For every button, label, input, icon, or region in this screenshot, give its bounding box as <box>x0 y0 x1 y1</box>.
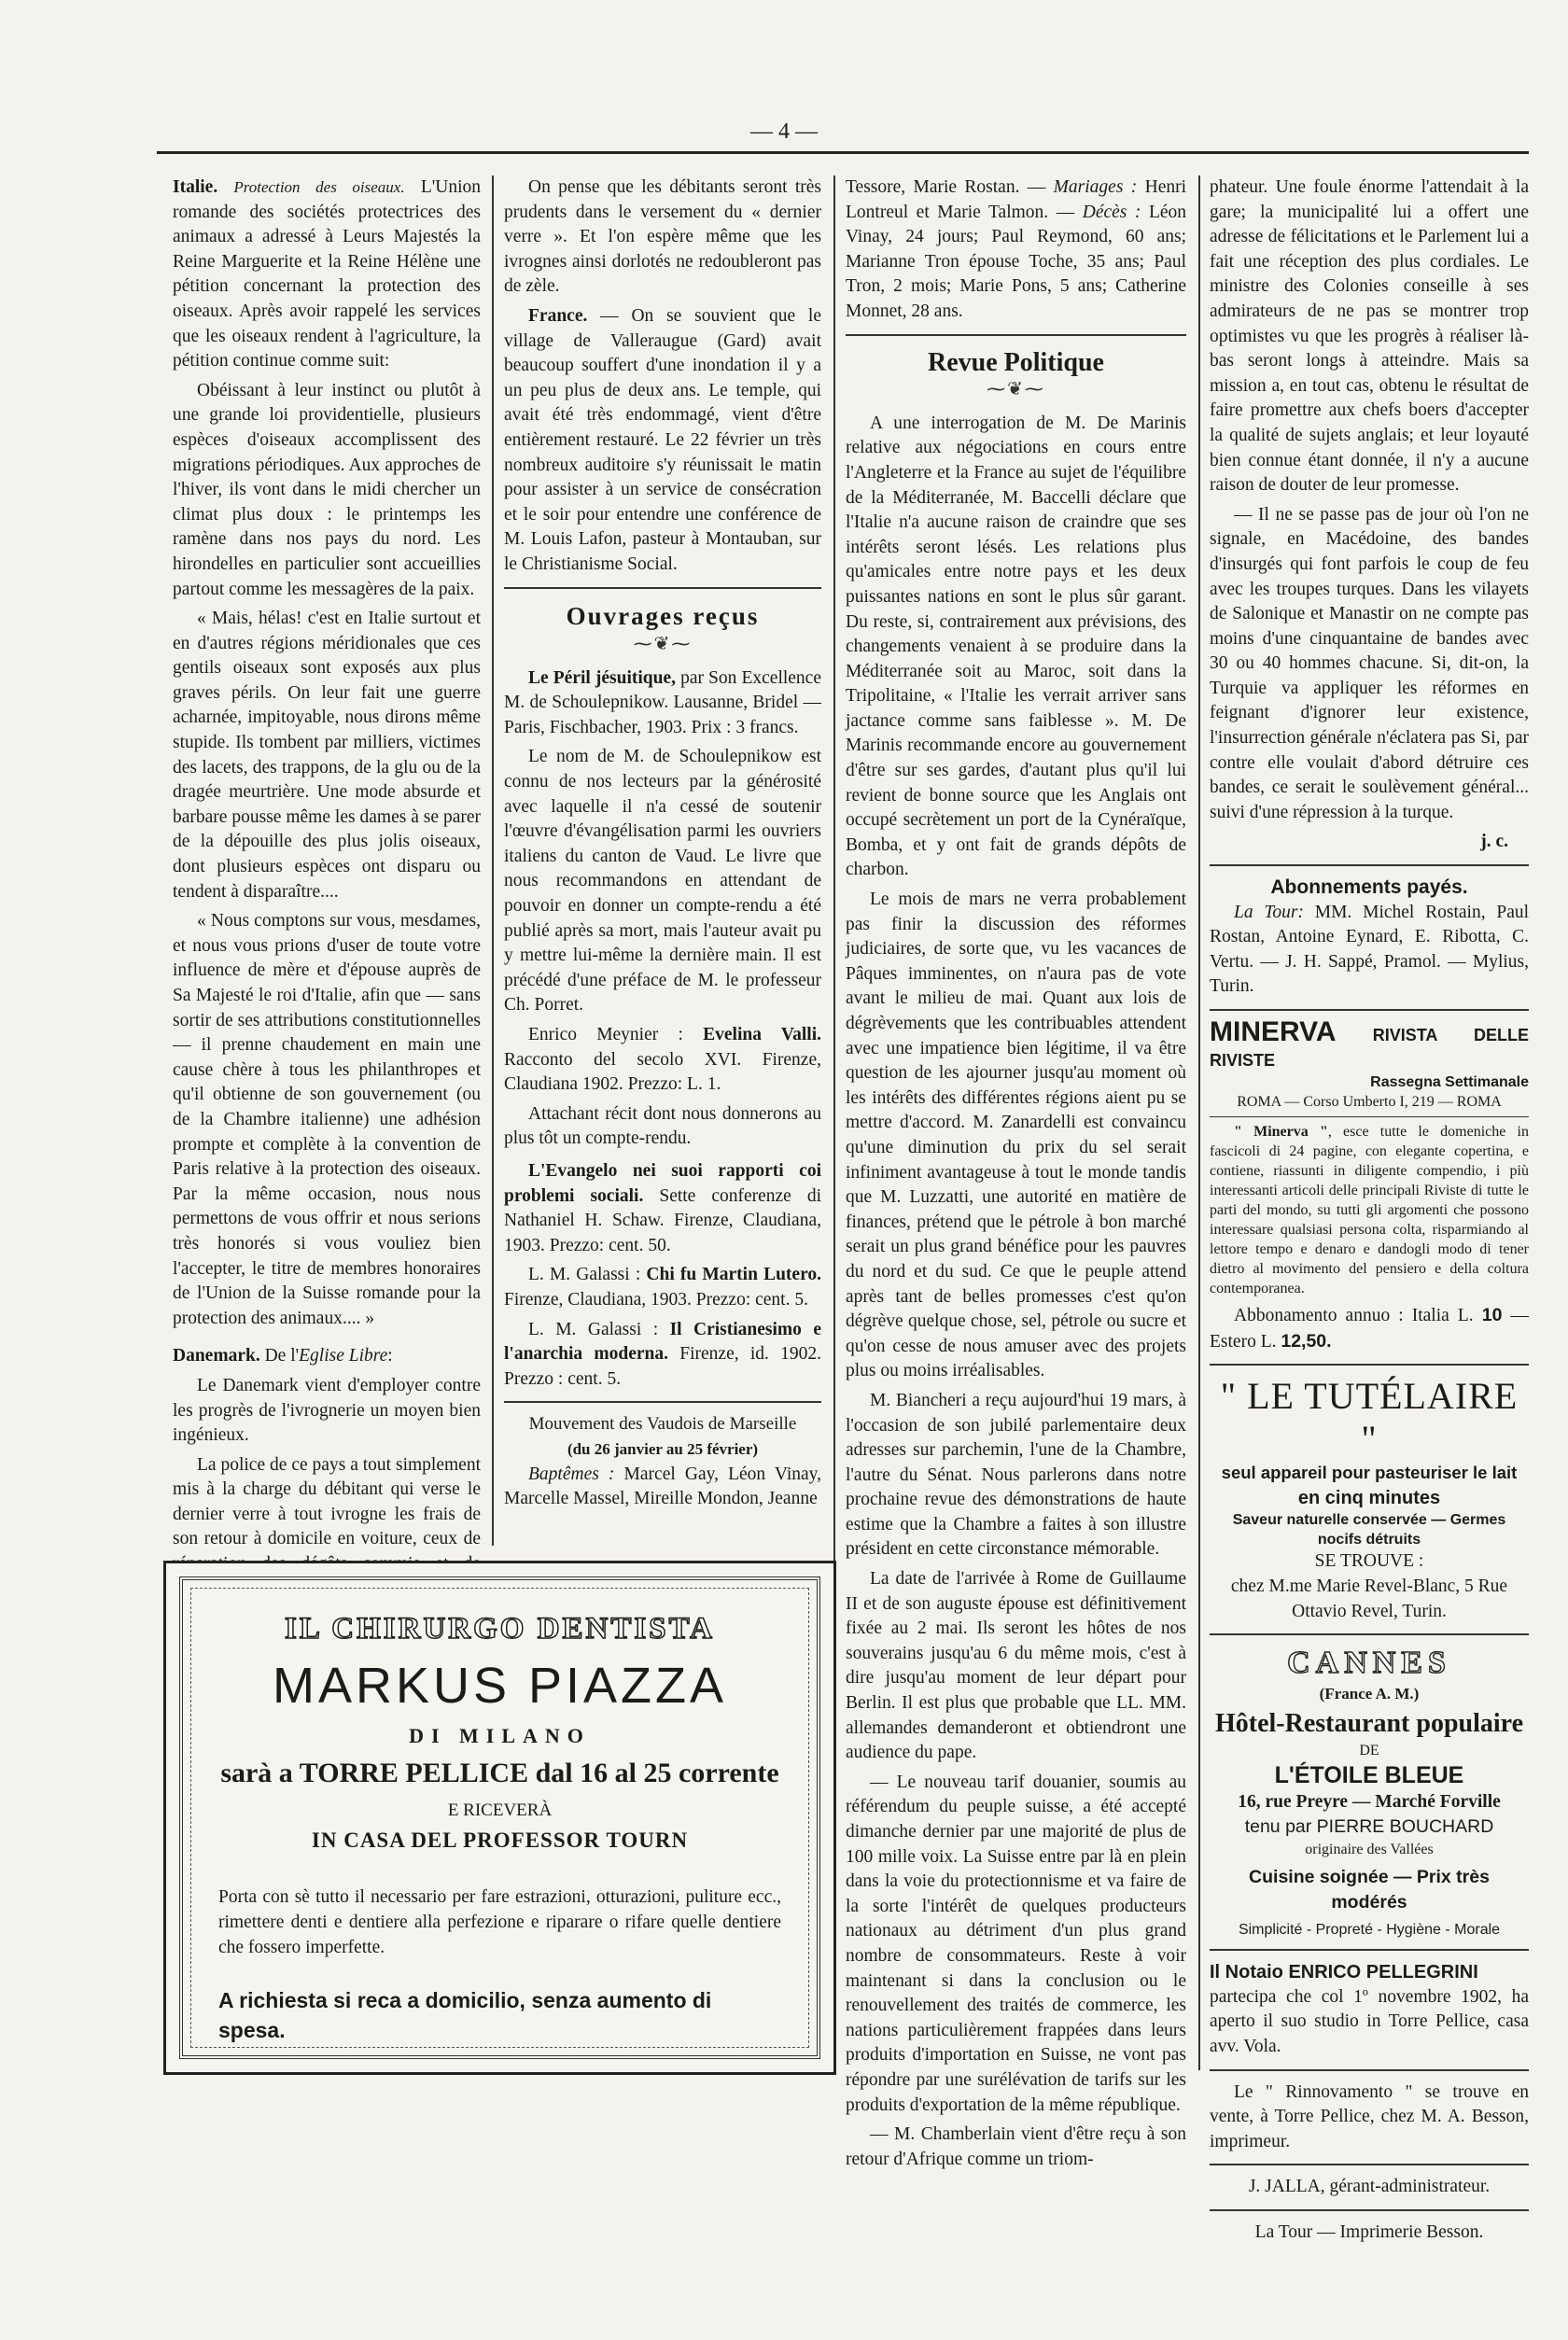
ad-line-3: DI MILANO <box>409 1724 591 1747</box>
paragraph: — Le nouveau tarif douanier, soumis au référendum du peuple suisse, a été accepté dimanche dernier par une majorité de plus de 100 mille voix. La Suisse entre par là en plein dans la voie du protectionnisme et va faire de la sorte l'intérêt de quelques producteurs nationaux au détriment d'un plus grand nombre de consommateurs. Reste à voir maintenant si dans la conclusion ou le renouvellement des traités de commerce, les nations particulièrement frappées dans leurs produits d'importation en Suisse, ne vont pas répondre par une surélévation de tarifs sur les produits d'exportation de la même république. <box>846 1772 1186 2115</box>
paragraph: Le Danemark vient d'employer contre les progrès de l'ivrognerie un moyen bien ingénieux. <box>173 1375 481 1446</box>
cannes-de: DE <box>1359 1742 1379 1759</box>
ornament-icon: ⁓❦⁓ <box>987 379 1045 400</box>
paragraph: — Il ne se passe pas de jour où l'on ne signale, en Macédoine, des bandes d'insurgés qui font parfois le coup de feu avec les troupes turques. Dans les vilayets de Salonique et Manastir on ne compte pas moins d'une cinquantaine de bandes avec 30 ou 40 hommes chacune. Si, dit-on, la Turquie va appliquer les réformes en feignant d'ignorer leur existence, l'insurrection générale n'éclatera pas Si, par contre elle voulait d'abord détruire ces bandes, ce serait le soulèvement général... suivi d'une répression à la turque. <box>1210 504 1529 822</box>
cannes-hotel: Hôtel-Restaurant populaire <box>1214 1708 1524 1738</box>
tutelaire-line: Saveur naturelle conservée — Germes nocifs détruits <box>1232 1512 1506 1548</box>
cannes-motto: Simplicité - Propreté - Hygiène - Morale <box>1238 1922 1501 1939</box>
column-4 <box>1210 175 1530 2242</box>
column-2 <box>504 175 821 1538</box>
ad-line-1: IL CHIRURGO DENTISTA <box>285 1612 715 1646</box>
minerva-text: " Minerva ", esce tutte le domeniche in fascicoli di 24 pagine, con elegante copertina, e contiene, riassunti in diligente compendio, i più interessanti articoli delle principali Riviste di tutte le parti del mondo, su tutti gli argomenti che possono interessare qualsiasi persona colta, risparmiando al lettore tempo e denaro e dandogli modo di tener dietro al movimento del pensiero e della coltura contemporanea. <box>1210 1124 1529 1296</box>
section-rule <box>1210 2209 1529 2211</box>
column-rule <box>1198 175 1200 2070</box>
section-rule <box>504 1401 821 1403</box>
column-rule <box>492 175 494 1546</box>
dentist-ad <box>163 1561 836 2075</box>
movement-text: Baptêmes : Marcel Gay, Léon Vinay, Marcelle Massel, Mireille Mondon, Jeanne <box>504 1464 822 1509</box>
section-title: Ouvrages reçus <box>566 601 760 630</box>
ad-line-2: MARKUS PIAZZA <box>272 1658 728 1714</box>
ad-line-4: sarà a TORRE PELLICE dal 16 al 25 corrente <box>220 1758 779 1788</box>
tutelaire-line: SE TROUVE : <box>1314 1551 1424 1572</box>
section-rule <box>504 587 821 589</box>
abonnements-list: La Tour: MM. Michel Rostain, Paul Rostan, Antoine Eynard, E. Ribotta, C. Vertu. — J. H. Sappé, Pramol. — Mylius, Turin. <box>1210 902 1530 997</box>
movement-title: Mouvement des Vaudois de Marseille <box>528 1414 797 1435</box>
article-head: Italie. <box>173 177 218 197</box>
article-france: France. — On se souvient que le village de Valleraugue (Gard) avait beaucoup souffert d'une inondation il y a un peu plus de deux ans. Le temple, qui avait été très endommagé, vient d'être entièrement restauré. Le 22 février un très nombreux auditoire s'y réunissait le matin pour assister à un service de consécration et le soir pour entendre une conférence de M. Louis Lafon, pasteur à Montauban, sur le Christianisme Social. <box>504 305 821 574</box>
section-rule <box>1210 2164 1529 2165</box>
paragraph: La date de l'arrivée à Rome de Guillaume II et de son auguste épouse est définitivement fixée au 2 mai. Ils seront les hôtes de nos souverains jusqu'au 6 du même mois, c'est à dire jusqu'au moment de leur départ pour Berlin. Il est plus que probable que LL. MM. allemandes demanderont et obtiendront une audience du pape. <box>846 1569 1186 1763</box>
civil-records: Tessore, Marie Rostan. — Mariages : Henri Lontreul et Marie Talmon. — Décès : Léon Vinay, 24 jours; Paul Reymond, 60 ans; Marianne Tron épouse Toche, 35 ans; Paul Tron, 2 mois; Marie Pons, 5 ans; Catherine Monnet, 28 ans. <box>846 177 1187 321</box>
notaio-ad <box>1210 1960 1529 2059</box>
paragraph: « Mais, hélas! c'est en Italie surtout et en d'autres régions méridionales que ces gentils oiseaux sont exposés aux plus graves périls. On leur fait une guerre acharnée, impitoyable, nous dirons même stupide. Ils tombent par milliers, victimes des lacets, des trappons, de la glu ou de la dragée meurtrière. Une mode absurde et barbare pousse même les dames à se parer de la dépouille des plus jolis oiseaux, dont plusieurs espèces ont disparu ou tendent à disparaître.... <box>173 609 481 902</box>
notaio-title: Il Notaio ENRICO PELLEGRINI <box>1210 1962 1478 1983</box>
book-item: L'Evangelo nei suoi rapporti coi problemi sociali. Sette conferenze di Nathaniel H. Schaw. Firenze, Claudiana, 1903. Prezzo: cent. 50. <box>504 1160 821 1255</box>
section-rule <box>1210 1949 1529 1951</box>
cannes-sub: (France A. M.) <box>1319 1685 1420 1703</box>
tutelaire-line: seul appareil pour pasteuriser le lait <box>1221 1463 1518 1483</box>
book-review: Attachant récit dont nous donnerons au plus tôt un compte-rendu. <box>504 1103 821 1149</box>
article-subhead: Protection des oiseaux. <box>233 178 405 196</box>
paragraph: On pense que les débitants seront très prudents dans le versement du « dernier verre ». Et l'on espère même que les ivrognes ainsi dorlotés ne redoubleront pas de zèle. <box>504 177 821 297</box>
book-item: L. M. Galassi : Il Cristianesimo e l'anarchia moderna. Firenze, id. 1902. Prezzo : cent. 5. <box>504 1319 822 1389</box>
ornament-icon: ⁓❦⁓ <box>633 634 693 655</box>
ad-line-5: E RICEVERÀ <box>447 1801 553 1820</box>
book-item: L. M. Galassi : Chi fu Martin Lutero. Firenze, Claudiana, 1903. Prezzo: cent. 5. <box>504 1265 821 1310</box>
tutelaire-title: " LE TUTÉLAIRE " <box>1220 1375 1519 1461</box>
column-3 <box>846 175 1187 2169</box>
paragraph: La police de ce pays a tout simplement mis à la charge du débitant qui verse le dernier verre à tout ivrogne les frais de son retour à domicile en voiture, ceux de <box>173 1454 481 1549</box>
cannes-title: CANNES <box>1287 1646 1451 1681</box>
minerva-title: RIVISTA DELLE RIVISTE <box>1210 1026 1529 1070</box>
paragraph: « Nous comptons sur vous, mesdames, et nous vous prions d'user de toute votre influence de mère et d'épouse auprès de Sa Majesté le roi d'Italie, afin que — sans sortir de ses attributions constitutionnelles — il prenne chaudement en main une cause chère à tous les philanthropes et qu'il obtienne de son gouvernement (ou de la Chambre italienne) une adhésion prompte et complète à la convention de Paris relative à la protection des oiseaux. Par la même occasion, nous nous permettons de vous offrir et nous serions très honorés si vous vouliez bien l'accepter, le titre de membres honoraires de l'Union de la Suisse romande pour la protection des animaux.... » <box>173 911 481 1328</box>
minerva-ad <box>1210 1016 1530 1354</box>
section-title: Revue Politique <box>928 347 1104 377</box>
minerva-sub: Rassegna Settimanale <box>1370 1074 1529 1090</box>
cannes-owner: tenu par PIERRE BOUCHARD <box>1244 1816 1494 1838</box>
abonnements-title: Abonnements payés. <box>1270 876 1468 899</box>
rinnovamento-notice: Le " Rinnovamento " se trouve en vente, à Torre Pellice, chez M. A. Besson, imprimeur. <box>1210 2081 1529 2151</box>
gerant: J. JALLA, gérant-administrateur. <box>1248 2177 1491 2197</box>
cannes-star: L'ÉTOILE BLEUE <box>1274 1761 1464 1788</box>
minerva-address: ROMA — Corso Umberto I, 219 — ROMA <box>1237 1094 1502 1110</box>
paragraph: M. Biancheri a reçu aujourd'hui 19 mars, à l'occasion de son jubilé parlementaire deux adresses sur parchemin, l'une de la Chambre, l'autre du Sénat. Nous parlerons dans notre prochaine revue des démonstrations de haute estime que la Chambre a faites à son illustre président en cette circonstance mémorable. <box>846 1390 1186 1560</box>
section-rule <box>1210 864 1529 866</box>
minerva-name: MINERVA <box>1210 1016 1337 1047</box>
paragraph: A une interrogation de M. De Marinis relative aux négociations en cours entre l'Angleterre et la France au sujet de l'équilibre de la Méditerranée, M. Baccelli déclare que l'Italie n'a aucune raison de craindre que ses intérêts seront lésés. Les relations plus qu'amicales entre notre pays et les deux puissantes nations en sont le plus sûr garant. Du reste, si, contrairement aux prévisions, des changements venaient à se produire dans la Méditerranée soit au Maroc, soit dans la Tripolitaine, « l'Italie les verrait arriver sans jactance comme sans faiblesse ». M. De Marinis recommande encore au gouvernement d'être sur ses gardes, d'autant plus qu'il lui revient de bonne source que les Anglais ont occupé secrètement un port de la Cynéraïque, Bomba, et y ont fait de grands dépôts de charbon. <box>846 413 1186 880</box>
section-rule <box>1210 2069 1529 2071</box>
header-rule <box>157 151 1529 154</box>
ad-line-6: IN CASA DEL PROFESSOR TOURN <box>311 1829 689 1852</box>
section-rule <box>1210 1364 1529 1366</box>
section-rule <box>846 334 1186 336</box>
article-italie: Italie. Protection des oiseaux. L'Union romande des sociétés protectrices des animaux a adressé à Leurs Majestés la Reine Marguerite et la Reine Hélène une pétition concernant la protection des oiseaux. Après avoir rappelé les services que les oiseaux rendent à l'agriculture, la pétition continue comme suit: <box>173 177 481 371</box>
ad-line-8: A richiesta si reca a domicilio, senza aumento di spesa. <box>218 1988 712 2042</box>
cannes-origin: originaire des Vallées <box>1305 1841 1434 1857</box>
tutelaire-address: chez M.me Marie Revel-Blanc, 5 Rue Ottavio Revel, Turin. <box>1230 1576 1508 1621</box>
paragraph: phateur. Une foule énorme l'attendait à la gare; la municipalité lui a offert une adresse de félicitations et le Parlement lui a fait une réception des plus cordiales. Le ministre des Colonies conseille à ses admirateurs de ne pas se montrer trop optimistes vu que les progrès à réaliser là-bas seront longs à atteindre. Mais sa mission a, en tout cas, obtenu le résultat de faire promettre aux chefs boers d'accepter la qualité de sujets anglais; et leur loyauté bien connue étant donnée, il n'y a aucune raison de douter de leur promesse. <box>1210 177 1529 496</box>
printer: La Tour — Imprimerie Besson. <box>1254 2221 1484 2242</box>
article-danemark: Danemark. De l'Eglise Libre: <box>173 1346 393 1366</box>
tutelaire-line: en cinq minutes <box>1297 1487 1441 1508</box>
movement-dates: (du 26 janvier au 25 février) <box>567 1439 759 1458</box>
paragraph: Obéissant à leur instinct ou plutôt à une grande loi providentielle, plusieurs espèces d'oiseaux accomplissent des migrations périodiques. Aux approches de l'hiver, ils vont dans le midi chercher un climat plus doux : le printemps les ramène dans nos pays du nord. Les hirondelles en particulier sont accueillies partout comme les messagères de la paix. <box>173 380 481 599</box>
paragraph: Le mois de mars ne verra probablement pas finir la discussion des réformes judiciaires, de sorte que, vu les vacances de Pâques imminentes, on n'aura pas de vote avant le milieu de mai. Quant aux lois de dégrèvements que les contribuables attendent avec une impatience bien légitime, il va être question de les ajourner jusqu'au moment où les intérêts des différentes régions aient pu se mettre d'accord. M. Zanardelli est convaincu qu'une diminution du prix du sel serait infiniment avantageuse à tout le monde tandis que M. Luzzatti, une autorité en matière de finances, prétend que le pétrole à bon marché serait un plus grand bénéfice pour les pauvres du nord et du sud. Ce que le peuple attend après tant de belles promesses c'est qu'on dégrève quelque chose, sel, pétrole ou sucre et qu'on cesse de nous amuser avec des projets plus ou moins irréalisables. <box>846 890 1186 1381</box>
tutelaire-ad <box>1210 1375 1529 1624</box>
cannes-address: 16, rue Preyre — Marché Forville <box>1238 1791 1501 1812</box>
book-review: Le nom de M. de Schoulepnikow est connu de nos lecteurs par la générosité avec laquelle il n'a cessé de soutenir l'œuvre d'évangélisation parmi les ouvriers italiens du canton de Vaud. Le livre que nous recommandons en attendant de pouvoir en donner un compte-rendu a été publié après sa mort, mais l'auteur avait pu y mettre lui-même la dernière main. Il est précédé d'une préface de M. le professeur Ch. Porret. <box>504 747 821 1016</box>
signature: j. c. <box>1480 832 1508 852</box>
page-number: — 4 — <box>750 119 818 144</box>
column-1 <box>173 175 481 1549</box>
book-item: Le Péril jésuitique, par Son Excellence M. de Schoulepnikow. Lausanne, Bridel — Paris, Fischbacher, 1903. Prix : 3 francs. <box>504 667 821 737</box>
notaio-text: partecipa che col 1º novembre 1902, ha aperto il suo studio in Torre Pellice, casa avv. Vola. <box>1210 1986 1529 2056</box>
ad-line-7: Porta con sè tutto il necessario per fare estrazioni, otturazioni, puliture ecc., rimettere denti e dentiere alla perfezione e riparare o rifare quelle dentiere che fossero imperfette. <box>218 1887 781 1957</box>
minerva-price: Abbonamento annuo : Italia L. 10 — Estero L. 12,50. <box>1210 1305 1530 1352</box>
paragraph: — M. Chamberlain vient d'être reçu à son retour d'Afrique comme un triom- <box>846 2124 1186 2169</box>
cannes-ad <box>1210 1645 1529 1940</box>
book-item: Enrico Meynier : Evelina Valli. Racconto del secolo XVI. Firenze, Claudiana 1902. Prezzo: L. 1. <box>504 1025 821 1095</box>
section-rule <box>1210 1633 1529 1635</box>
section-rule <box>1210 1009 1529 1011</box>
cannes-cuisine: Cuisine soignée — Prix très modérés <box>1249 1866 1490 1913</box>
